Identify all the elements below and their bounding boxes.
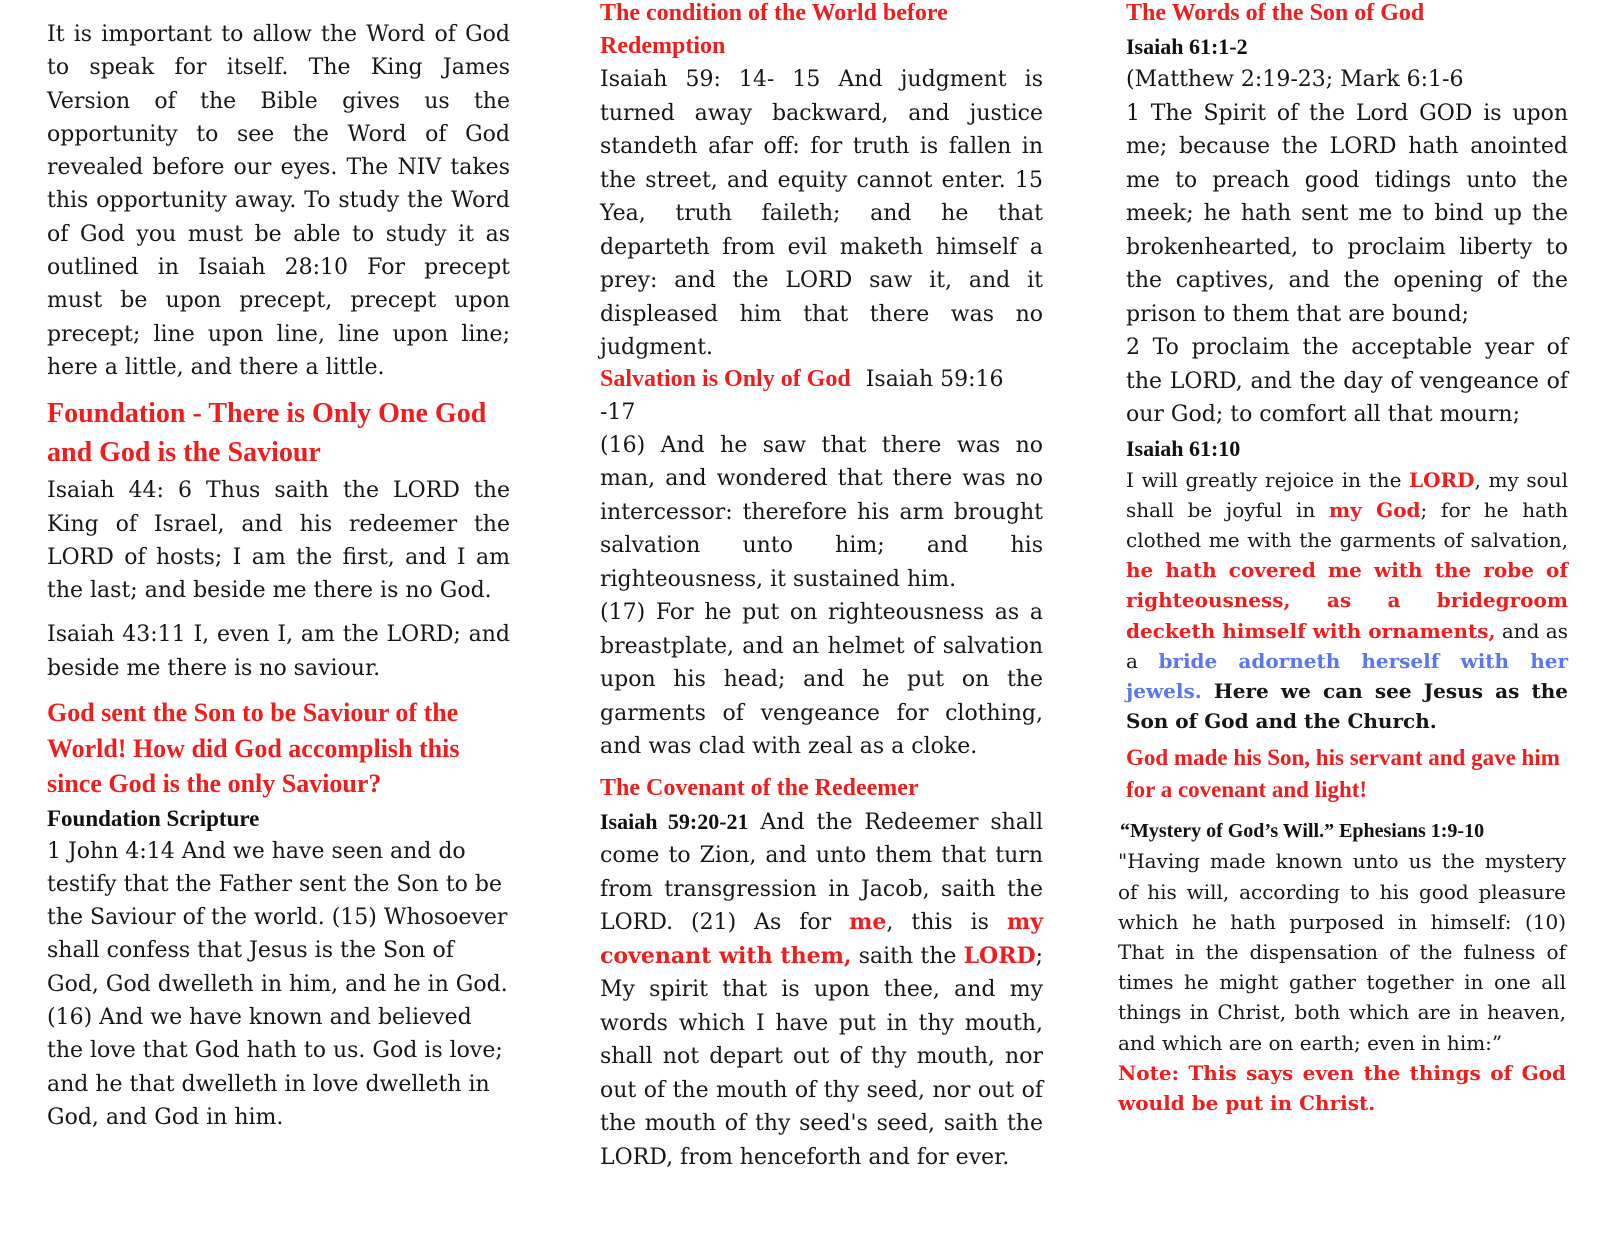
note-paragraph: Note: This says even the things of God would be put in Christ. — [1118, 1060, 1566, 1115]
rejoice-bride: bride adorneth herself with her jewels. — [1126, 648, 1568, 703]
covenant-text-d: ; My spirit that is upon thee, and my words which I have put in thy mouth, shall not depart out of thy mouth, nor out of the mouth of thy seed, nor out of the mouth of thy seed's seed, saith the LORD, from henceforth and for ever. — [600, 943, 1043, 1170]
rejoice-my-god: my God — [1329, 497, 1421, 522]
column-middle — [600, 0, 1043, 1174]
salvation-reference: Isaiah 59:16 -17 — [600, 366, 1004, 425]
isaiah-44-paragraph: Isaiah 44: 6 Thus saith the LORD the King of Israel, and his redeemer the LORD of hosts; I am the first, and I am the last; and beside me there is no God. — [47, 478, 510, 604]
covenant-lord: LORD — [963, 942, 1036, 969]
rejoice-text-a: I will greatly rejoice in the — [1126, 467, 1410, 492]
rejoice-lord: LORD — [1409, 467, 1475, 492]
cross-reference: (Matthew 2:19-23; Mark 6:1-6 — [1126, 67, 1464, 92]
isaiah-61-verse-1: 1 The Spirit of the Lord GOD is upon me; because the LORD hath anointed me to preach good tidings unto the meek; he hath sent me to bind up the brokenhearted, to proclaim liberty to the captives, and the opening of the prison to them that are bound; — [1126, 100, 1568, 327]
covenant-me: me — [849, 909, 887, 935]
rejoice-text-b: , my soul shall be joyful in — [1126, 467, 1568, 522]
column-right — [1118, 0, 1568, 1118]
rejoice-robe-of-righteousness: he hath covered me with the robe of righteousness, as a bridegroom decketh himself with ornaments, — [1126, 558, 1568, 643]
covenant-text-c: saith the — [851, 943, 964, 969]
covenant-my-covenant: my covenant with them, — [600, 909, 1043, 969]
isaiah-61-10-paragraph — [1126, 465, 1568, 737]
covenant-reference: Isaiah 59:20-21 — [600, 808, 749, 834]
intro-paragraph: It is important to allow the Word of God to speak for itself. The King James Version of the Bible gives us the opportunity to see the Word of God revealed before our eyes. The NIV takes this opportunity away. To study the Word of God you must be able to study it as outlined in Isaiah 28:10 For precept must be upon precept, precept upon precept; line upon line, line upon line; here a little, and there a little. — [47, 22, 510, 380]
heading-world-before-redemption: The condition of the World before Redemption — [600, 0, 948, 59]
isaiah-43-paragraph: Isaiah 43:11 I, even I, am the LORD; and beside me there is no saviour. — [47, 622, 510, 681]
covenant-paragraph — [600, 805, 1043, 1175]
rejoice-text-c: ; for he hath clothed me with the garments of salvation, — [1126, 497, 1568, 552]
verse-16-paragraph: (16) And he saw that there was no man, and wondered that there was no intercessor: therefore his arm brought salvation unto him; and his righteousness, it sustained him. — [600, 432, 1043, 592]
heading-words-of-son: The Words of the Son of God — [1126, 0, 1425, 26]
heading-son-saviour: God sent the Son to be Saviour of the World! How did God accomplish this since God is the only Saviour? — [47, 698, 460, 799]
rejoice-text-d: and as a — [1126, 618, 1568, 673]
isaiah-61-10-reference: Isaiah 61:10 — [1126, 435, 1241, 461]
mystery-heading: “Mystery of God’s Will.” Ephesians 1:9-10 — [1120, 820, 1485, 843]
heading-salvation-only-of-god: Salvation is Only of God — [600, 365, 851, 392]
john-4-14-paragraph: 1 John 4:14 And we have seen and do testify that the Father sent the Son to be the Saviour of the world. (15) Whosoever shall confess that Jesus is the Son of God, God dwelleth in him, and he in God. (16) And we have known and believed the love that God hath to us. God is love; and he that dwelleth in love dwelleth in God, and God in him. — [47, 838, 508, 1130]
heading-covenant-and-light: God made his Son, his servant and gave him for a covenant and light! — [1126, 745, 1560, 803]
isaiah-61-1-reference: Isaiah 61:1-2 — [1126, 34, 1248, 59]
covenant-text-a: And the Redeemer shall come to Zion, and unto them that turn from transgression in Jacob, saith the LORD. (21) As for — [600, 809, 1043, 935]
rejoice-text-e: Here we can see Jesus as the Son of God and the Church. — [1126, 678, 1568, 734]
isaiah-59-14-paragraph: Isaiah 59: 14- 15 And judgment is turned away backward, and justice standeth afar off: for truth is fallen in the street, and equity cannot enter. 15 Yea, truth faileth; and he that departeth from evil maketh himself a prey: and the LORD saw it, and it displeased him that there was no judgment. — [600, 67, 1043, 360]
ephesians-paragraph: "Having made known unto us the mystery of his will, according to his good pleasure which he hath purposed in himself: (10) That in the dispensation of the fulness of times he might gather together in one all things in Christ, both which are in heaven, and which are on earth; even in him:” — [1118, 849, 1566, 1055]
foundation-scripture-heading: Foundation Scripture — [47, 805, 260, 831]
heading-covenant-of-redeemer: The Covenant of the Redeemer — [600, 774, 919, 801]
verse-17-paragraph: (17) For he put on righteousness as a breastplate, and an helmet of salvation upon his head; and he put on the garments of vengeance for clothing, and was clad with zeal as a cloke. — [600, 600, 1043, 759]
heading-only-one-god: Foundation - There is Only One God and God is the Saviour — [47, 398, 487, 469]
salvation-heading-line — [600, 363, 1043, 429]
covenant-text-b: , this is — [886, 910, 1007, 935]
isaiah-61-verse-2: 2 To proclaim the acceptable year of the LORD, and the day of vengeance of our God; to comfort all that mourn; — [1126, 335, 1568, 427]
column-left — [47, 0, 510, 1134]
